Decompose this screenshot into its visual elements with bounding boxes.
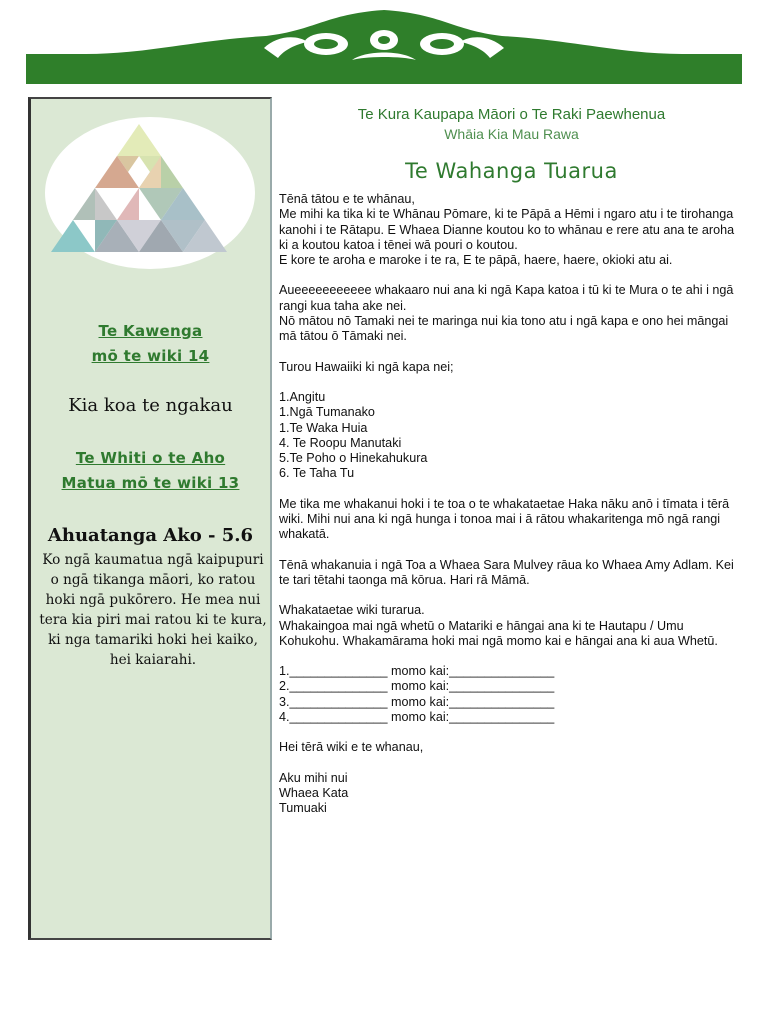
signoff-line: Aku mihi nui: [279, 770, 348, 785]
turou-line: Turou Hawaiiki ki ngā kapa nei;: [279, 359, 454, 374]
triangle-mosaic-icon: [43, 116, 257, 271]
haka-paragraph: Me tika me whakanui hoki i te toa o te whakataetae Haka nāku anō i tīmata i tērā wiki. Mihi nui ana ki ngā hunga i tonoa mai i ā rātou whakaritenga mō ngā rangi whakatā.: [279, 496, 730, 542]
competition-paragraph: Whakataetae wiki turarua. Whakaingoa mai ngā whetū o Matariki e hāngai ana ki te Hautapu / Umu Kohukohu. Whakamārama hoki mai ngā momo kai e hāngai ana ki aua Whetū.: [279, 603, 718, 648]
matariki-form: [279, 664, 744, 725]
koru-banner-icon: [26, 10, 742, 84]
signoff-block: [279, 771, 744, 817]
list-item: 1.Angitu: [279, 389, 326, 404]
list-item: 5.Te Poho o Hinekahukura: [279, 451, 428, 466]
signoff-title: Tumuaki: [279, 801, 327, 816]
list-item: 4. Te Roopu Manutaki: [279, 435, 402, 450]
ako-title: Ahuatanga Ako - 5.6: [47, 525, 254, 546]
ako-text: Ko ngā kaumatua ngā kaipupuri o ngā tikanga māori, ko ratou hoki ngā pukōrero. He mea nui tera kia piri mai ratou ki te kura, ki nga tamariki hoki hei kaiko, hei kaiarahi.: [39, 552, 267, 668]
school-name: Te Kura Kaupapa Māori o Te Raki Paewhenua: [357, 106, 666, 123]
winners-paragraph: Tēnā whakanuia i ngā Toa a Whaea Sara Mulvey rāua ko Whaea Amy Adlam. Kei te tari tētahi taonga mā kōrua. Hari rā Māmā.: [279, 557, 734, 587]
form-row: 2.______________ momo kai:_______________: [279, 679, 555, 694]
section-title: Te Wahanga Tuarua: [405, 159, 618, 183]
newsletter-main: [279, 100, 744, 817]
weekly-award-heading: Te Whiti o te Aho Matua mō te wiki 13: [61, 449, 240, 492]
form-row: 3.______________ momo kai:_______________: [279, 694, 555, 709]
kapa-paragraph: Aueeeeeeeeeee whakaaro nui ana ki ngā Kapa katoa i tū ki te Mura o te ahi i ngā rangi kua taha ake nei. Nō mātou nō Tamaki nei te maringa nui kia tono atu i ngā kapa e ono hei māngai mā tātou ō Tāmaki nei.: [279, 283, 734, 344]
closing-line: Hei tērā wiki e te whanau,: [279, 740, 424, 755]
greeting-paragraph: Tēnā tātou e te whānau, Me mihi ka tika ki te Whānau Pōmare, ki te Pāpā a Hēmi i ngaro atu i te tirohanga kanohi i te Rātapu. E Whaea Dianne koutou ko to whānau e rere atu ana te aroha ki a koutou katoa i tēnei wā pouri o koutou. E kore te aroha e maroke i te ra, E te pāpā, haere, haere, okioki atu ai.: [279, 192, 735, 268]
sidebar-panel: [28, 97, 272, 940]
kapa-list: [279, 390, 744, 482]
weekly-value: Kia koa te ngakau: [68, 395, 233, 416]
list-item: 1.Te Waka Huia: [279, 420, 368, 435]
school-motto: Whāia Kia Mau Rawa: [444, 126, 579, 142]
list-item: 6. Te Taha Tu: [279, 466, 355, 481]
weekly-leader-heading: Te Kawenga mō te wiki 14: [91, 322, 210, 365]
signoff-name: Whaea Kata: [279, 785, 349, 800]
form-row: 4.______________ momo kai:_______________: [279, 710, 555, 725]
form-row: 1.______________ momo kai:_______________: [279, 664, 555, 679]
list-item: 1.Ngā Tumanako: [279, 405, 375, 420]
